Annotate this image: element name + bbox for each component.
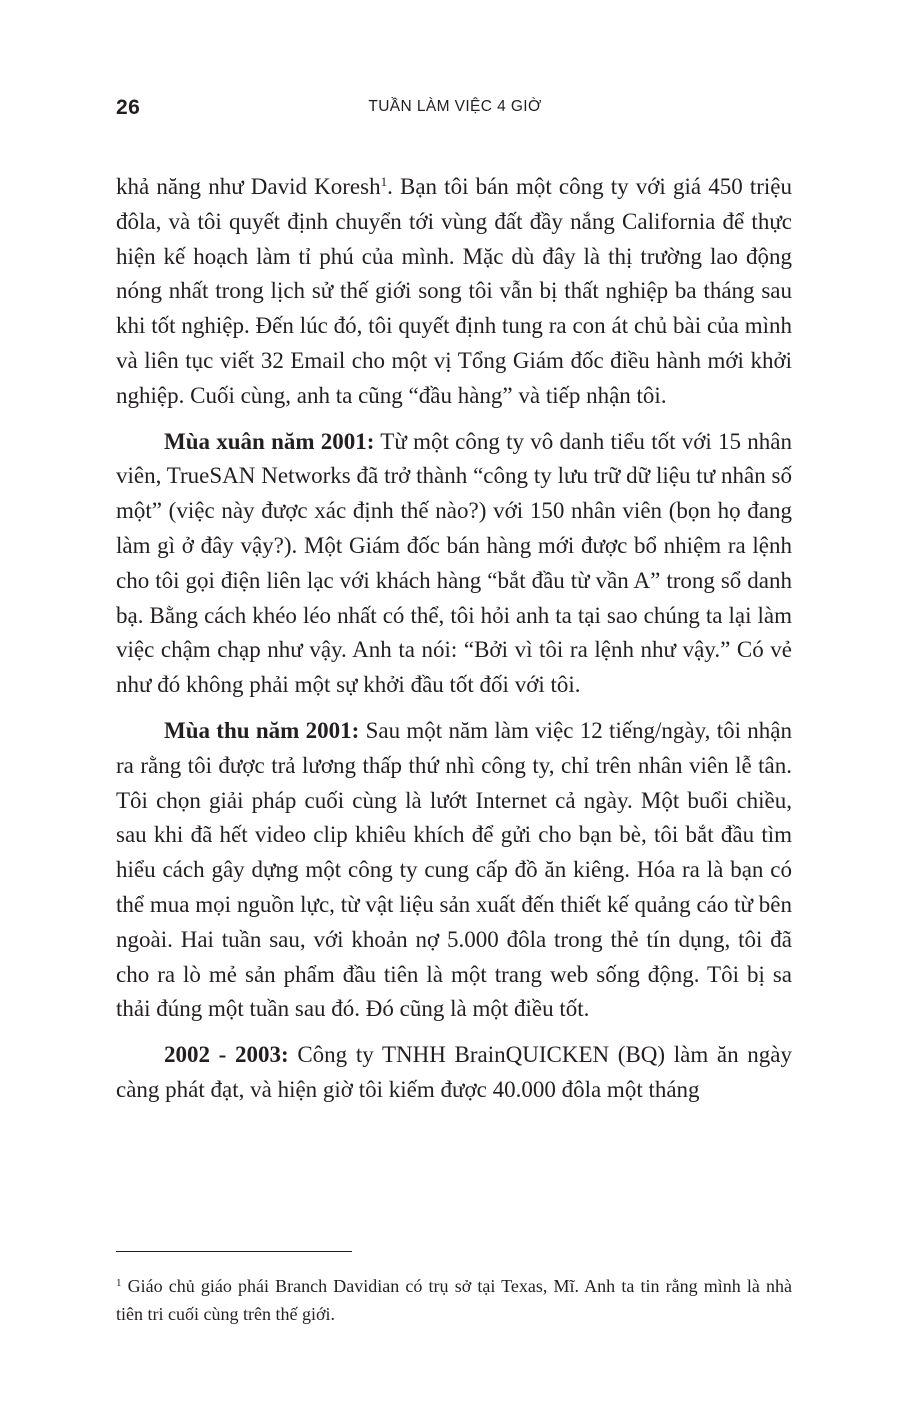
page-header [0, 92, 910, 126]
paragraph-text: Công ty TNHH BrainQUICKEN (BQ) làm ăn ngày càng phát đạt, và hiện giờ tôi kiếm được 40.000 đôla một tháng [116, 1042, 792, 1102]
paragraph-lead: Mùa thu năm 2001: [164, 717, 360, 743]
paragraph-2 [116, 425, 792, 703]
paragraph-4 [116, 1038, 792, 1108]
paragraph-text: khả năng như David Koresh [116, 174, 381, 199]
paragraph-1 [116, 170, 792, 414]
paragraph-text: . Bạn tôi bán một công ty với giá 450 triệu đôla, và tôi quyết định chuyển tới vùng đất đầy nắng California để thực hiện kế hoạch làm tỉ phú của mình. Mặc dù đây là thị trường lao động nóng nhất trong lịch sử thế giới song tôi vẫn bị thất nghiệp ba tháng sau khi tốt nghiệp. Đến lúc đó, tôi quyết định tung ra con át chủ bài của mình và liên tục viết 32 Email cho một vị Tổng Giám đốc điều hành mới khởi nghiệp. Cuối cùng, anh ta cũng “đầu hàng” và tiếp nhận tôi. [116, 174, 792, 408]
footnote-divider [116, 1251, 352, 1252]
paragraph-lead: Mùa xuân năm 2001: [164, 428, 375, 454]
running-title: TUẦN LÀM VIỆC 4 GIỜ [368, 98, 542, 115]
paragraph-text: Sau một năm làm việc 12 tiếng/ngày, tôi nhận ra rằng tôi được trả lương thấp thứ nhì công ty, chỉ trên nhân viên lễ tân. Tôi chọn giải pháp cuối cùng là lướt Internet cả ngày. Một buổi chiều, sau khi đã hết video clip khiêu khích để gửi cho bạn bè, tôi bắt đầu tìm hiểu cách gây dựng một công ty cung cấp đồ ăn kiêng. Hóa ra là bạn có thể mua mọi nguồn lực, từ vật liệu sản xuất đến thiết kế quảng cáo từ bên ngoài. Hai tuần sau, với khoản nợ 5.000 đôla trong thẻ tín dụng, tôi đã cho ra lò mẻ sản phẩm đầu tiên là một trang web sống động. Tôi bị sa thải đúng một tuần sau đó. Đó cũng là một điều tốt. [116, 717, 792, 1022]
footnote-marker: 1 [116, 1277, 122, 1289]
footnote-reference: 1 [380, 174, 388, 189]
body-text [116, 170, 792, 1119]
paragraph-text: Từ một công ty vô danh tiểu tốt với 15 nhân viên, TrueSAN Networks đã trở thành “công ty lưu trữ dữ liệu tư nhân số một” (việc này được xác định thế nào?) với 150 nhân viên (bọn họ đang làm gì ở đây vậy?). Một Giám đốc bán hàng mới được bổ nhiệm ra lệnh cho tôi gọi điện liên lạc với khách hàng “bắt đầu từ vần A” trong sổ danh bạ. Bằng cách khéo léo nhất có thể, tôi hỏi anh ta tại sao chúng ta lại làm việc chậm chạp như vậy. Anh ta nói: “Bởi vì tôi ra lệnh như vậy.” Có vẻ như đó không phải một sự khởi đầu tốt đối với tôi. [116, 428, 792, 698]
paragraph-3 [116, 714, 792, 1027]
paragraph-lead: 2002 - 2003: [164, 1042, 289, 1068]
footnote-text: Giáo chủ giáo phái Branch Davidian có trụ sở tại Texas, Mĩ. Anh ta tin rằng mình là nhà tiên tri cuối cùng trên thế giới. [116, 1276, 792, 1324]
page-number: 26 [116, 96, 141, 119]
footnote [116, 1272, 792, 1328]
